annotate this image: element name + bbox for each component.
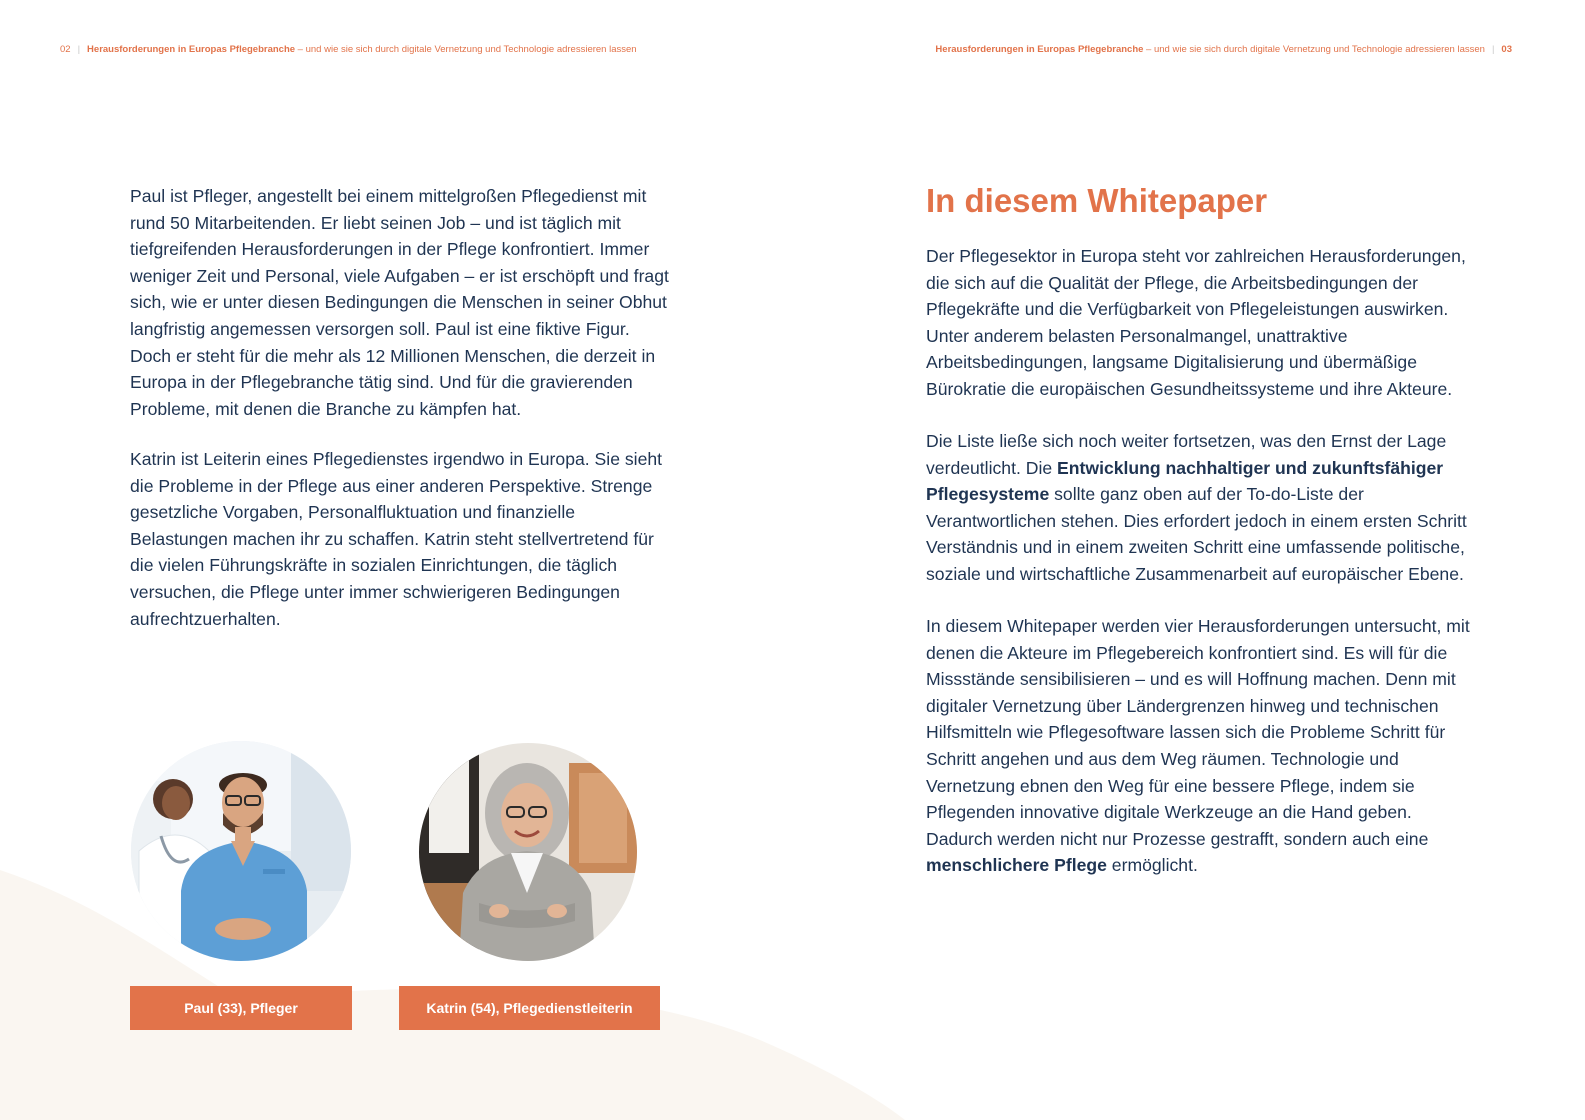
page-header-left: 02 | Herausforderungen in Europas Pflegebranche – und wie sie sich durch digitale Vernetzung und Technologie adressieren lassen	[60, 44, 637, 55]
paragraph-2-emphasis: Entwicklung nachhaltiger und zukunftsfähiger Pflegesysteme	[926, 457, 1444, 505]
whitepaper-paragraph-1: Der Pflegesektor in Europa steht vor zahlreichen Herausforderungen, die sich auf die Qualität der Pflege, die Arbeitsbedingungen der Pflegekräfte und die Verfügbarkeit von Pflegeleistungen auswirken. Unter anderem belasten Personalmangel, unattraktive Arbeitsbedingungen, langsame Digitalisierung und übermäßige Bürokratie die europäischen Gesundheitssysteme und ihre Akteure.	[926, 246, 1466, 399]
header-title-bold-right: Herausforderungen in Europas Pflegebranche	[935, 44, 1144, 55]
page-number-left: 02	[60, 44, 71, 55]
header-title-rest-right: – und wie sie sich durch digitale Vernetzung und Technologie adressieren lassen	[1143, 44, 1485, 55]
header-title-bold-left: Herausforderungen in Europas Pflegebranche	[87, 44, 296, 55]
paragraph-3-emphasis: menschlichere Pflege	[926, 855, 1107, 876]
caption-paul: Paul (33), Pfleger	[130, 986, 352, 1030]
whitepaper-paragraph-2	[926, 428, 1471, 588]
paragraph-3-text-b: ermöglicht.	[1106, 855, 1198, 876]
paragraph-2-text-b: sollte ganz oben auf der To-do-Liste der Verantwortlichen stehen. Dies erfordert jedoch in einem ersten Schritt Verständnis und in einem zweiten Schritt eine umfassende politische, soziale und wirtschaftliche Zusammenarbeit auf europäischer Ebene.	[926, 484, 1467, 584]
paragraph-2-text-a: Die Liste ließe sich noch weiter fortsetzen, was den Ernst der Lage verdeutlicht. Die	[926, 431, 1447, 478]
photo-katrin-manager	[419, 743, 637, 961]
page-header-right: Herausforderungen in Europas Pflegebranche – und wie sie sich durch digitale Vernetzung und Technologie adressieren lassen | 03	[935, 44, 1512, 55]
page-number-right: 03	[1501, 44, 1512, 55]
header-title-rest-left: – und wie sie sich durch digitale Vernetzung und Technologie adressieren lassen	[295, 44, 637, 55]
section-title: In diesem Whitepaper	[926, 182, 1268, 219]
intro-paragraph-paul: Paul ist Pfleger, angestellt bei einem mittelgroßen Pflegedienst mit rund 50 Mitarbeitenden. Er liebt seinen Job – und ist täglich mit tiefgreifenden Herausforderungen in der Pflege konfrontiert. Immer weniger Zeit und Personal, viele Aufgaben – er ist erschöpft und fragt sich, wie er unter diesen Bedingungen die Menschen in seiner Obhut langfristig angemessen versorgen soll. Paul ist eine fiktive Figur. Doch er steht für die mehr als 12 Millionen Menschen, die derzeit in Europa in der Pflegebranche tätig sind. Und für die gravierenden Probleme, mit denen die Branche zu kämpfen hat.	[130, 186, 669, 419]
caption-katrin: Katrin (54), Pflegedienstleiterin	[399, 986, 660, 1030]
intro-paragraph-katrin: Katrin ist Leiterin eines Pflegedienstes irgendwo in Europa. Sie sieht die Probleme in der Pflege aus einer anderen Perspektive. Strenge gesetzliche Vorgaben, Personalfluktuation und finanzielle Belastungen machen ihr zu schaffen. Katrin steht stellvertretend für die vielen Führungskräfte in sozialen Einrichtungen, die täglich versuchen, die Pflege unter immer schwierigeren Bedingungen aufrechtzuerhalten.	[130, 449, 663, 629]
photo-paul-nurse	[131, 741, 351, 961]
whitepaper-paragraph-3	[926, 613, 1471, 879]
paragraph-3-text-a: In diesem Whitepaper werden vier Herausforderungen untersucht, mit denen die Akteure im Pflegebereich konfrontiert sind. Es will für die Missstände sensibilisieren – und es will Hoffnung machen. Denn mit digitaler Vernetzung über Ländergrenzen hinweg und technischen Hilfsmitteln wie Pflegesoftware lassen sich die Probleme Schritt für Schritt angehen und aus dem Weg räumen. Technologie und Vernetzung ebnen den Weg für eine bessere Pflege, indem sie Pflegenden innovative digitale Werkzeuge an die Hand geben. Dadurch werden nicht nur Prozesse gestrafft, sondern auch eine	[926, 616, 1470, 849]
